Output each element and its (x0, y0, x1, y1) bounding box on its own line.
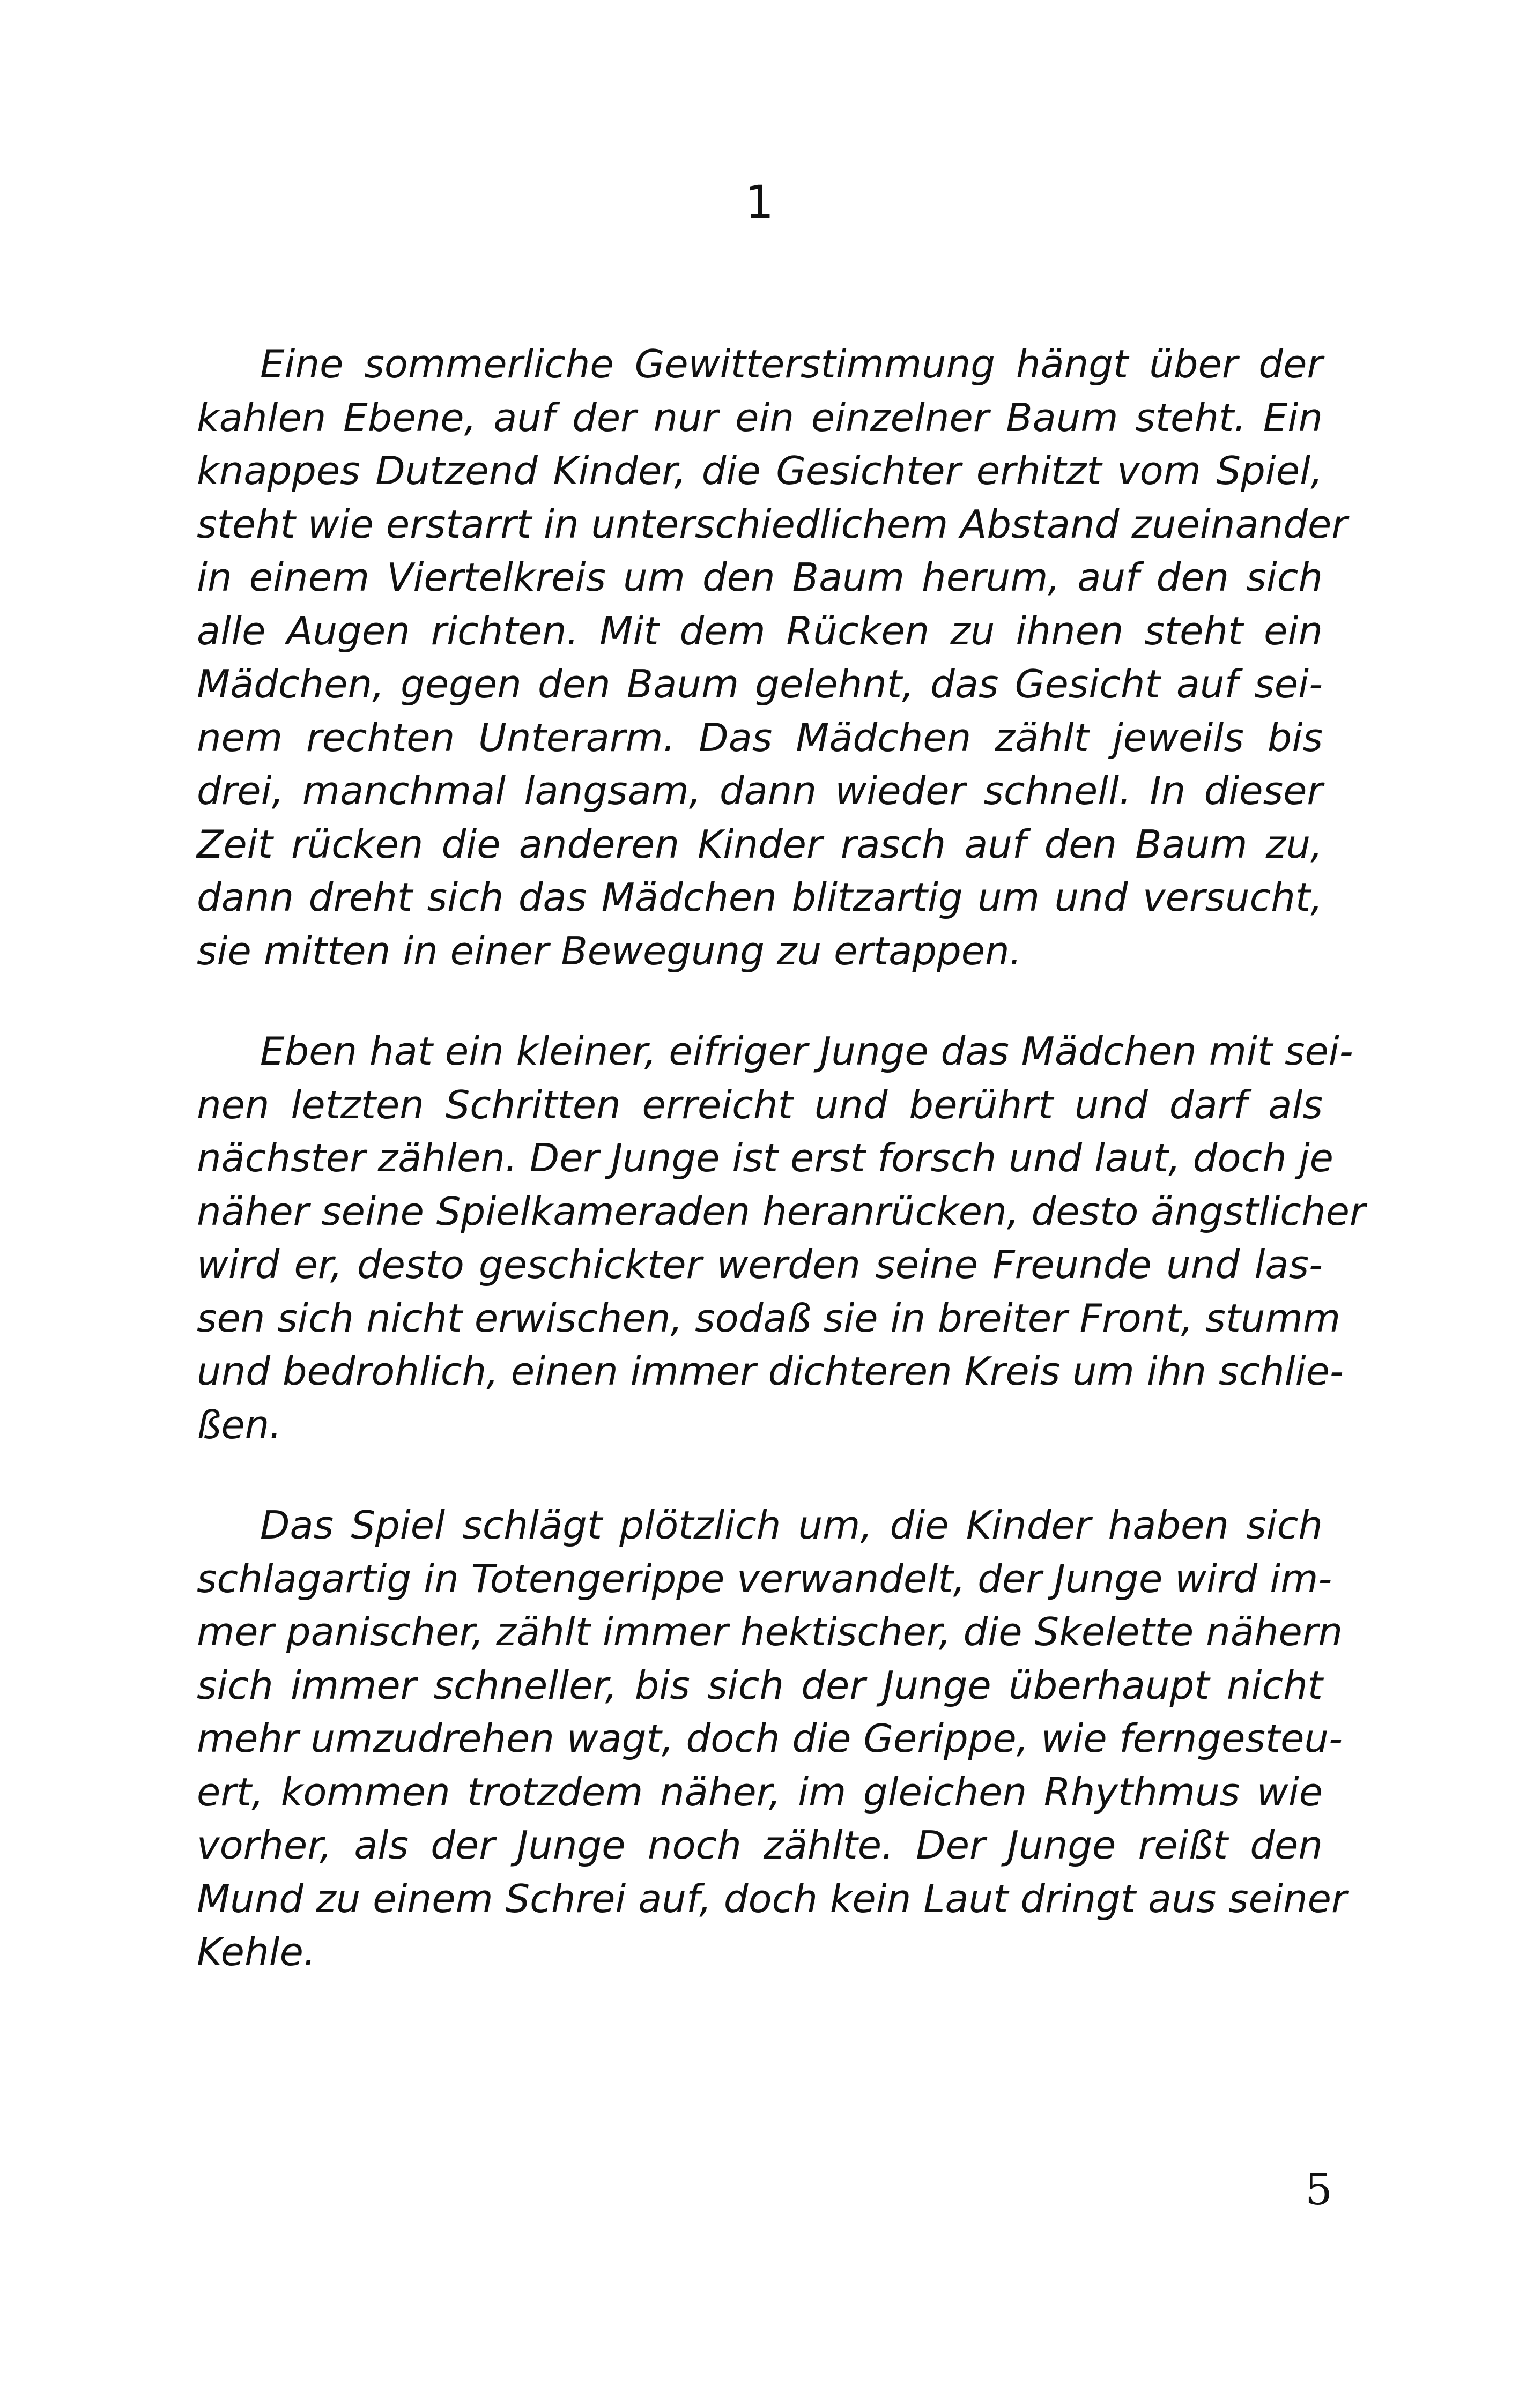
text-line: drei, manchmal langsam, dann wieder schnell. In dieser (197, 768, 1323, 813)
text-line: Mädchen, gegen den Baum gelehnt, das Gesicht auf sei- (197, 662, 1323, 707)
text-line: knappes Dutzend Kinder, die Gesichter erhitzt vom Spiel, (197, 448, 1323, 493)
text-line: sich immer schneller, bis sich der Junge überhaupt nicht (197, 1662, 1323, 1708)
text-line: ert, kommen trotzdem näher, im gleichen Rhythmus wie (197, 1769, 1323, 1815)
text-line: Eine sommerliche Gewitterstimmung hängt über der (260, 341, 1323, 387)
text-line: näher seine Spielkameraden heranrücken, desto ängstlicher (197, 1188, 1366, 1234)
text-line: nen letzten Schritten erreicht und berührt und darf als (197, 1082, 1323, 1127)
text-line: sen sich nicht erwischen, sodaß sie in breiter Front, stumm (197, 1295, 1340, 1341)
text-line: Zeit rücken die anderen Kinder rasch auf den Baum zu, (197, 821, 1323, 867)
text-line: Kehle. (197, 1929, 316, 1974)
text-line: Mund zu einem Schrei auf, doch kein Laut dringt aus seiner (197, 1876, 1347, 1921)
text-line: vorher, als der Junge noch zählte. Der Junge reißt den (197, 1823, 1323, 1868)
text-line: und bedrohlich, einen immer dichteren Kreis um ihn schlie- (197, 1349, 1344, 1394)
text-line: mer panischer, zählt immer hektischer, die Skelette nähern (197, 1609, 1343, 1654)
text-line: schlagartig in Totengerippe verwandelt, der Junge wird im- (197, 1556, 1332, 1601)
text-line: mehr umzudrehen wagt, doch die Gerippe, wie ferngesteu- (197, 1716, 1343, 1761)
text-line: dann dreht sich das Mädchen blitzartig um und versucht, (197, 875, 1323, 920)
text-line: steht wie erstarrt in unterschiedlichem Abstand zueinander (197, 501, 1347, 547)
text-line: Eben hat ein kleiner, eifriger Junge das Mädchen mit sei- (260, 1029, 1353, 1074)
text-line: wird er, desto geschickter werden seine Freunde und las- (197, 1242, 1323, 1287)
chapter-number: 1 (745, 176, 774, 228)
text-line: sie mitten in einer Bewegung zu ertappen. (197, 928, 1022, 973)
text-line: Das Spiel schlägt plötzlich um, die Kinder haben sich (260, 1503, 1323, 1548)
text-line: nächster zählen. Der Junge ist erst forsch und laut, doch je (197, 1135, 1333, 1180)
text-line: in einem Viertelkreis um den Baum herum, auf den sich (197, 555, 1323, 600)
paragraph-3 (197, 1499, 1347, 1979)
paragraph-2 (197, 1025, 1366, 1452)
page-number: 5 (1305, 2165, 1332, 2214)
body-text (197, 338, 1366, 2026)
paragraph-1 (197, 338, 1347, 978)
text-line: ßen. (197, 1402, 282, 1447)
text-line: kahlen Ebene, auf der nur ein einzelner Baum steht. Ein (197, 395, 1323, 440)
text-line: nem rechten Unterarm. Das Mädchen zählt jeweils bis (197, 715, 1323, 760)
text-line: alle Augen richten. Mit dem Rücken zu ihnen steht ein (197, 608, 1323, 653)
